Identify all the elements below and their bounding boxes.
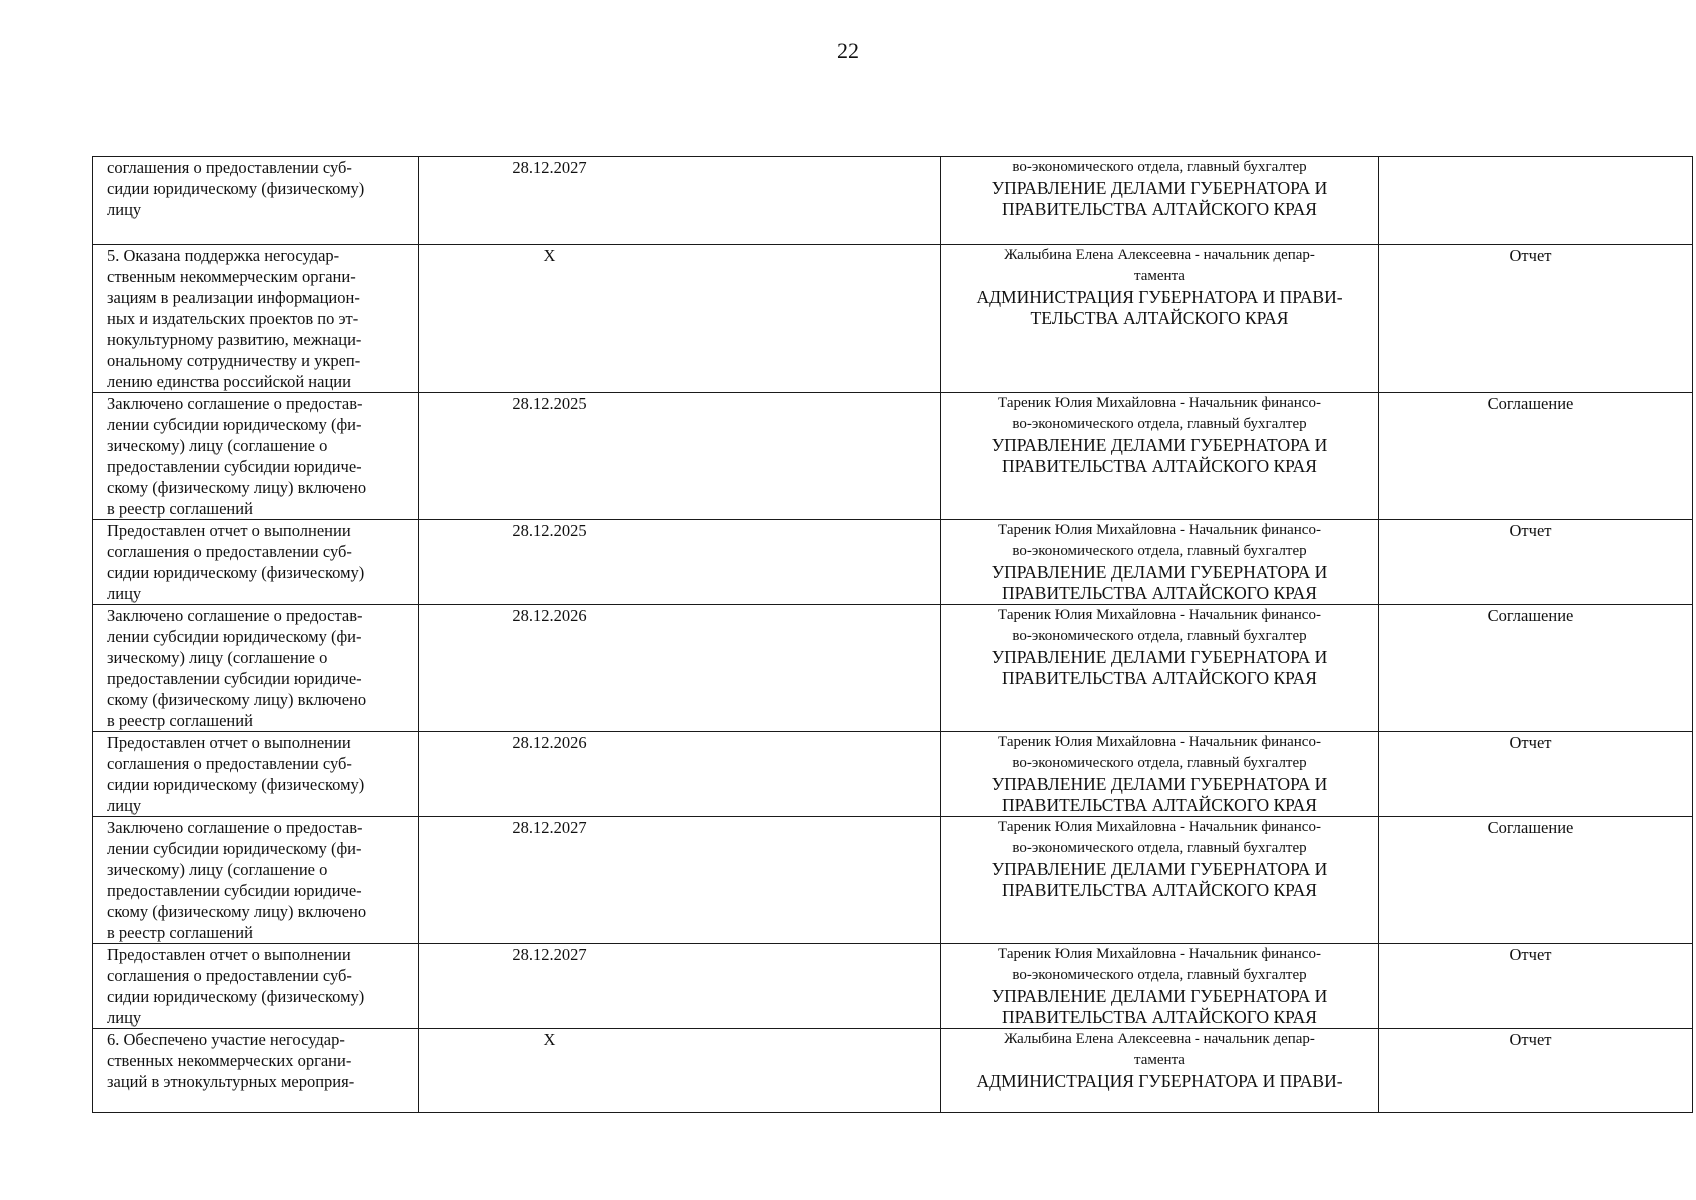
responsible-cell xyxy=(941,1029,1379,1113)
responsible-person: Тареник Юлия Михайловна - Начальник финансо- во-экономического отдела, главный бухгалтер xyxy=(998,819,1321,856)
document-cell: Отчет xyxy=(1379,245,1693,393)
task-cell: Предоставлен отчет о выполнении соглашения о предоставлении суб- сидии юридическому (физическому) лицу xyxy=(93,732,419,817)
responsible-person: Жалыбина Елена Алексеевна - начальник депар- тамента xyxy=(1004,247,1315,284)
responsible-person: Тареник Юлия Михайловна - Начальник финансо- во-экономического отдела, главный бухгалтер xyxy=(998,946,1321,983)
date-cell: X xyxy=(419,1029,941,1113)
task-cell: 6. Обеспечено участие негосудар- ственных некоммерческих органи- заций в этнокультурных мероприя- xyxy=(93,1029,419,1113)
responsible-cell xyxy=(941,520,1379,605)
document-cell: Соглашение xyxy=(1379,817,1693,944)
responsible-person: Тареник Юлия Михайловна - Начальник финансо- во-экономического отдела, главный бухгалтер xyxy=(998,522,1321,559)
responsible-cell xyxy=(941,817,1379,944)
document-cell: Соглашение xyxy=(1379,605,1693,732)
document-cell: Отчет xyxy=(1379,944,1693,1029)
responsible-cell xyxy=(941,605,1379,732)
date-cell: 28.12.2025 xyxy=(419,393,941,520)
responsible-cell xyxy=(941,245,1379,393)
responsible-organization: УПРАВЛЕНИЕ ДЕЛАМИ ГУБЕРНАТОРА И ПРАВИТЕЛЬСТВА АЛТАЙСКОГО КРАЯ xyxy=(991,178,1328,219)
responsible-person: Тареник Юлия Михайловна - Начальник финансо- во-экономического отдела, главный бухгалтер xyxy=(998,607,1321,644)
table-row xyxy=(93,393,1693,520)
document-cell: Отчет xyxy=(1379,520,1693,605)
responsible-person: Тареник Юлия Михайловна - Начальник финансо- во-экономического отдела, главный бухгалтер xyxy=(998,395,1321,432)
responsible-cell xyxy=(941,944,1379,1029)
date-cell: X xyxy=(419,245,941,393)
responsible-organization: УПРАВЛЕНИЕ ДЕЛАМИ ГУБЕРНАТОРА И ПРАВИТЕЛЬСТВА АЛТАЙСКОГО КРАЯ xyxy=(991,774,1328,815)
date-cell: 28.12.2027 xyxy=(419,157,941,245)
plan-table xyxy=(92,156,1693,1113)
date-cell: 28.12.2026 xyxy=(419,605,941,732)
date-cell: 28.12.2026 xyxy=(419,732,941,817)
table-row xyxy=(93,1029,1693,1113)
table-row xyxy=(93,157,1693,245)
responsible-person: Жалыбина Елена Алексеевна - начальник депар- тамента xyxy=(1004,1031,1315,1068)
document-cell: Отчет xyxy=(1379,1029,1693,1113)
table-row xyxy=(93,605,1693,732)
responsible-organization: АДМИНИСТРАЦИЯ ГУБЕРНАТОРА И ПРАВИ- xyxy=(976,1071,1343,1091)
responsible-organization: УПРАВЛЕНИЕ ДЕЛАМИ ГУБЕРНАТОРА И ПРАВИТЕЛЬСТВА АЛТАЙСКОГО КРАЯ xyxy=(991,435,1328,476)
date-cell: 28.12.2025 xyxy=(419,520,941,605)
document-cell: Отчет xyxy=(1379,732,1693,817)
responsible-cell xyxy=(941,393,1379,520)
table-row xyxy=(93,732,1693,817)
page-number: 22 xyxy=(837,38,859,63)
task-cell: Предоставлен отчет о выполнении соглашения о предоставлении суб- сидии юридическому (физическому) лицу xyxy=(93,944,419,1029)
document-cell xyxy=(1379,157,1693,245)
responsible-person: Тареник Юлия Михайловна - Начальник финансо- во-экономического отдела, главный бухгалтер xyxy=(998,734,1321,771)
responsible-person: во-экономического отдела, главный бухгалтер xyxy=(1012,159,1307,175)
responsible-organization: УПРАВЛЕНИЕ ДЕЛАМИ ГУБЕРНАТОРА И ПРАВИТЕЛЬСТВА АЛТАЙСКОГО КРАЯ xyxy=(991,986,1328,1027)
table-row xyxy=(93,245,1693,393)
table-row xyxy=(93,817,1693,944)
table-row xyxy=(93,520,1693,605)
task-cell: 5. Оказана поддержка негосудар- ственным некоммерческим органи- зациям в реализации информацион- ных и издательских проектов по эт- нокультурному развитию, межнаци- ональному сотрудничеству и укреп- лению единства российской нации xyxy=(93,245,419,393)
responsible-cell xyxy=(941,732,1379,817)
date-cell: 28.12.2027 xyxy=(419,944,941,1029)
responsible-organization: УПРАВЛЕНИЕ ДЕЛАМИ ГУБЕРНАТОРА И ПРАВИТЕЛЬСТВА АЛТАЙСКОГО КРАЯ xyxy=(991,859,1328,900)
date-cell: 28.12.2027 xyxy=(419,817,941,944)
responsible-cell xyxy=(941,157,1379,245)
document-cell: Соглашение xyxy=(1379,393,1693,520)
task-cell: Заключено соглашение о предостав- лении субсидии юридическому (фи- зическому) лицу (соглашение о предоставлении субсидии юридиче- скому (физическому лицу) включено в реестр соглашений xyxy=(93,605,419,732)
responsible-organization: АДМИНИСТРАЦИЯ ГУБЕРНАТОРА И ПРАВИ- ТЕЛЬСТВА АЛТАЙСКОГО КРАЯ xyxy=(976,287,1343,328)
task-cell: Заключено соглашение о предостав- лении субсидии юридическому (фи- зическому) лицу (соглашение о предоставлении субсидии юридиче- скому (физическому лицу) включено в реестр соглашений xyxy=(93,817,419,944)
responsible-organization: УПРАВЛЕНИЕ ДЕЛАМИ ГУБЕРНАТОРА И ПРАВИТЕЛЬСТВА АЛТАЙСКОГО КРАЯ xyxy=(991,647,1328,688)
task-cell: соглашения о предоставлении суб- сидии юридическому (физическому) лицу xyxy=(93,157,419,245)
task-cell: Предоставлен отчет о выполнении соглашения о предоставлении суб- сидии юридическому (физическому) лицу xyxy=(93,520,419,605)
task-cell: Заключено соглашение о предостав- лении субсидии юридическому (фи- зическому) лицу (соглашение о предоставлении субсидии юридиче- скому (физическому лицу) включено в реестр соглашений xyxy=(93,393,419,520)
table-row xyxy=(93,944,1693,1029)
responsible-organization: УПРАВЛЕНИЕ ДЕЛАМИ ГУБЕРНАТОРА И ПРАВИТЕЛЬСТВА АЛТАЙСКОГО КРАЯ xyxy=(991,562,1328,603)
